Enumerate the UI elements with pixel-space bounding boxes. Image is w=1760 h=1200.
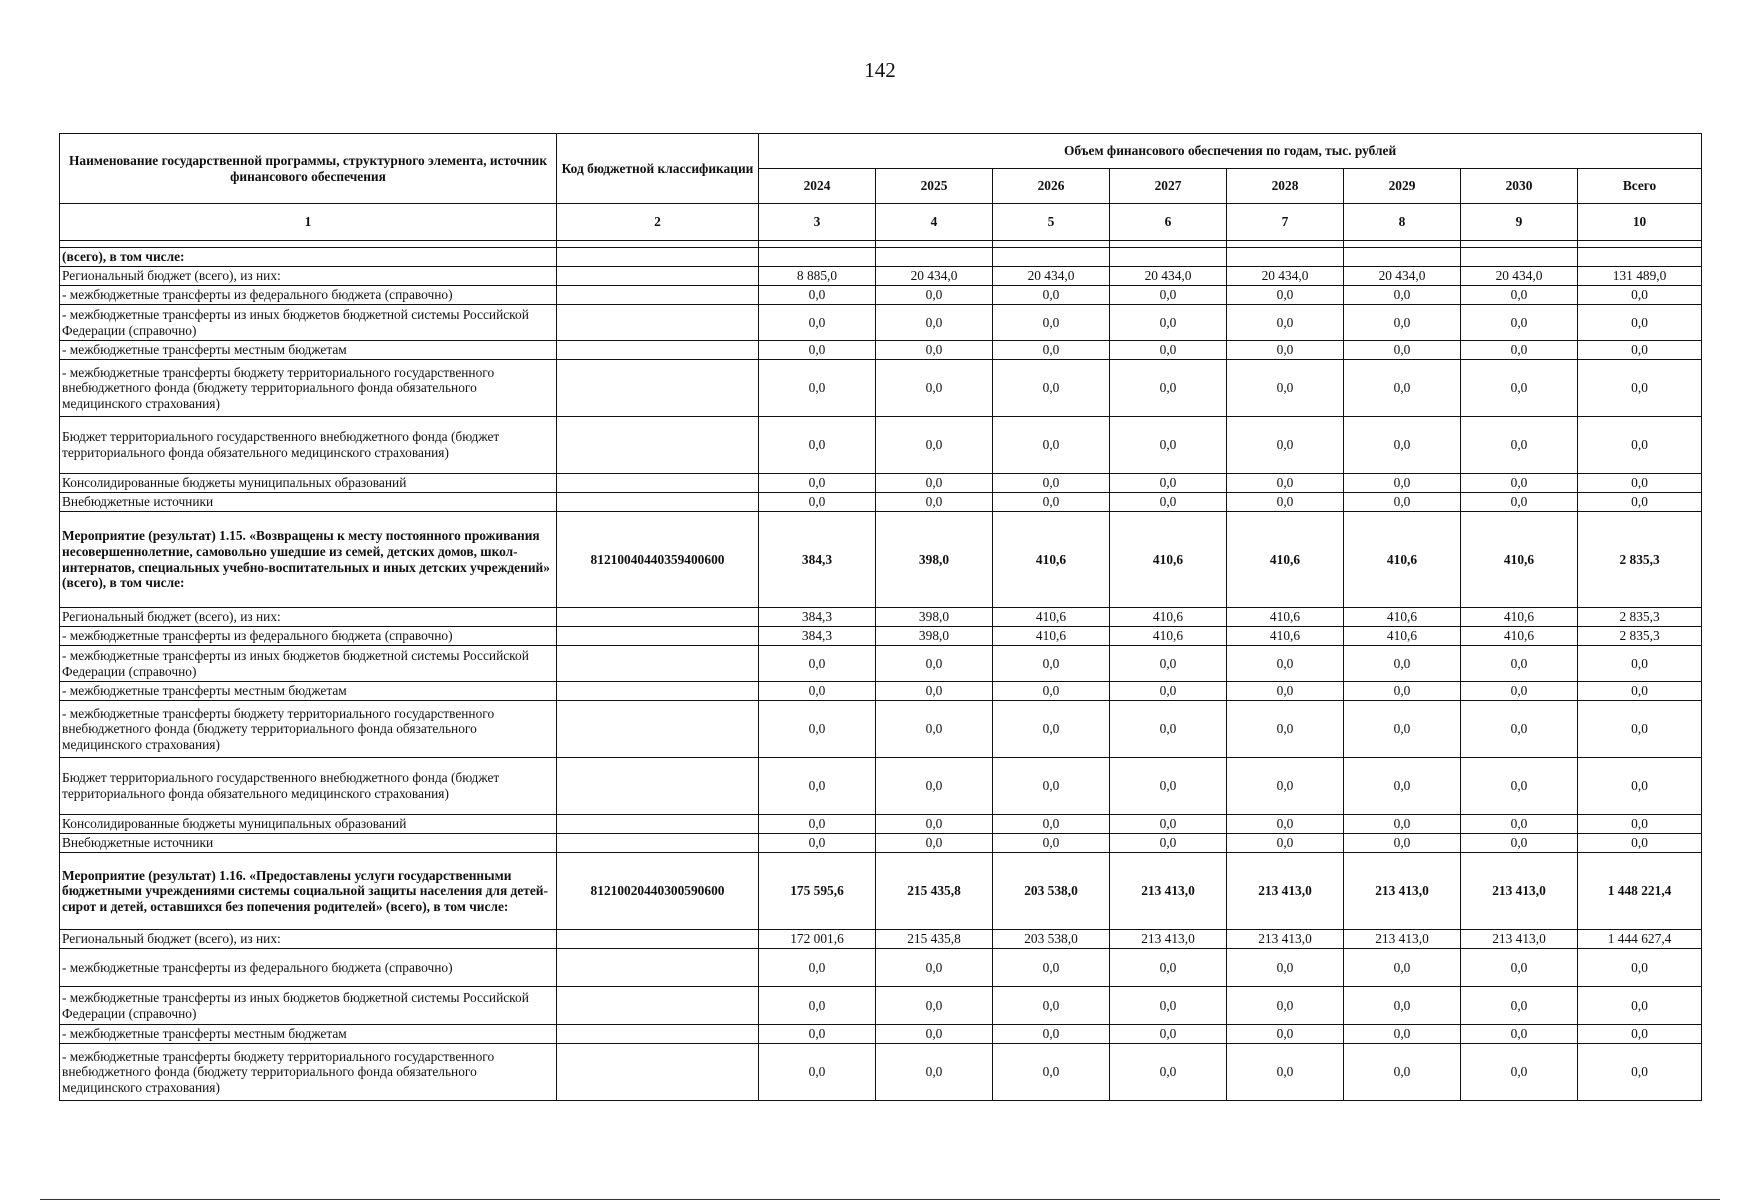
col-number: 8 [1344,204,1461,241]
table-row [60,360,1702,417]
row-value-cell: 0,0 [1227,417,1344,474]
spacer-cell [1227,241,1344,248]
row-name-cell: - межбюджетные трансферты из федерального бюджета (справочно) [60,627,557,646]
header-year: 2024 [759,169,876,204]
row-code-cell: 81210020440300590600 [557,853,759,930]
row-code-cell [557,474,759,493]
row-value-cell: 410,6 [993,627,1110,646]
row-value-cell: 213 413,0 [1344,930,1461,949]
row-value-cell: 0,0 [876,493,993,512]
row-code-cell [557,360,759,417]
table-row [60,853,1702,930]
row-value-cell: 0,0 [1461,474,1578,493]
row-value-cell: 0,0 [1344,417,1461,474]
table-row [60,701,1702,758]
row-total-cell: 0,0 [1578,758,1702,815]
row-value-cell: 0,0 [759,305,876,341]
row-value-cell: 0,0 [1344,305,1461,341]
row-total-cell: 131 489,0 [1578,267,1702,286]
row-value-cell: 0,0 [1227,341,1344,360]
row-value-cell: 410,6 [1344,627,1461,646]
spacer-cell [1344,241,1461,248]
row-name-cell: (всего), в том числе: [60,248,557,267]
row-value-cell: 0,0 [1227,360,1344,417]
row-value-cell: 0,0 [876,701,993,758]
row-code-cell [557,248,759,267]
row-name-cell: - межбюджетные трансферты из иных бюджетов бюджетной системы Российской Федерации (справочно) [60,305,557,341]
row-value-cell: 213 413,0 [1461,930,1578,949]
row-value-cell: 0,0 [1461,758,1578,815]
row-value-cell: 0,0 [876,360,993,417]
row-value-cell: 0,0 [1344,646,1461,682]
header-code: Код бюджетной классификации [557,134,759,204]
col-number: 2 [557,204,759,241]
row-value-cell: 0,0 [1461,701,1578,758]
row-value-cell: 0,0 [1110,1044,1227,1101]
row-total-cell: 1 444 627,4 [1578,930,1702,949]
row-code-cell [557,987,759,1025]
row-code-cell [557,682,759,701]
row-value-cell: 410,6 [1227,512,1344,608]
row-value-cell: 0,0 [1227,305,1344,341]
header-year: 2030 [1461,169,1578,204]
row-value-cell: 0,0 [759,417,876,474]
row-value-cell: 0,0 [993,682,1110,701]
row-value-cell: 20 434,0 [1344,267,1461,286]
row-value-cell: 0,0 [1110,949,1227,987]
row-value-cell: 0,0 [993,834,1110,853]
row-value-cell: 0,0 [1461,1044,1578,1101]
table-row [60,646,1702,682]
row-code-cell [557,1044,759,1101]
row-name-cell: - межбюджетные трансферты бюджету территориального государственного внебюджетного фонда (бюджету территориального фонда обязательного медицинского страхования) [60,1044,557,1101]
row-value-cell [876,248,993,267]
row-value-cell: 0,0 [993,493,1110,512]
row-value-cell: 0,0 [993,1044,1110,1101]
row-value-cell: 0,0 [876,1025,993,1044]
table-body [60,248,1702,1101]
col-number: 6 [1110,204,1227,241]
row-value-cell: 0,0 [1110,682,1227,701]
row-name-cell: Региональный бюджет (всего), из них: [60,930,557,949]
row-total-cell: 0,0 [1578,474,1702,493]
spacer-cell [1461,241,1578,248]
row-value-cell: 0,0 [1461,417,1578,474]
row-value-cell: 0,0 [1227,286,1344,305]
table-row [60,305,1702,341]
table-row [60,248,1702,267]
table-row [60,1044,1702,1101]
row-name-cell: - межбюджетные трансферты из иных бюджетов бюджетной системы Российской Федерации (справочно) [60,987,557,1025]
row-value-cell: 215 435,8 [876,930,993,949]
row-value-cell: 410,6 [993,608,1110,627]
table-row [60,512,1702,608]
budget-table [59,133,1702,1101]
row-total-cell [1578,248,1702,267]
row-code-cell [557,1025,759,1044]
row-value-cell: 0,0 [876,341,993,360]
row-value-cell: 0,0 [876,286,993,305]
row-value-cell: 0,0 [1344,682,1461,701]
table-row [60,758,1702,815]
row-value-cell: 410,6 [1344,608,1461,627]
row-value-cell: 0,0 [1344,834,1461,853]
row-value-cell: 20 434,0 [876,267,993,286]
header-name: Наименование государственной программы, структурного элемента, источник финансового обеспечения [60,134,557,204]
row-value-cell: 0,0 [1344,949,1461,987]
row-value-cell: 0,0 [1227,493,1344,512]
row-value-cell: 20 434,0 [1227,267,1344,286]
row-value-cell: 398,0 [876,512,993,608]
row-value-cell: 0,0 [993,949,1110,987]
row-value-cell: 410,6 [1461,627,1578,646]
row-total-cell: 0,0 [1578,1044,1702,1101]
row-value-cell: 0,0 [1110,987,1227,1025]
row-name-cell: Региональный бюджет (всего), из них: [60,608,557,627]
table-row [60,627,1702,646]
header-year: 2029 [1344,169,1461,204]
row-value-cell: 0,0 [759,682,876,701]
row-total-cell: 0,0 [1578,341,1702,360]
row-value-cell: 0,0 [1227,682,1344,701]
row-value-cell: 0,0 [1344,1044,1461,1101]
row-total-cell: 2 835,3 [1578,627,1702,646]
row-value-cell: 0,0 [1461,1025,1578,1044]
row-value-cell: 213 413,0 [1344,853,1461,930]
row-total-cell: 0,0 [1578,360,1702,417]
row-value-cell: 0,0 [1344,1025,1461,1044]
row-code-cell [557,627,759,646]
row-total-cell: 0,0 [1578,1025,1702,1044]
row-code-cell [557,646,759,682]
row-value-cell [1344,248,1461,267]
row-value-cell: 0,0 [993,474,1110,493]
table-row [60,608,1702,627]
row-name-cell: Консолидированные бюджеты муниципальных образований [60,815,557,834]
row-value-cell: 0,0 [993,815,1110,834]
row-value-cell: 203 538,0 [993,853,1110,930]
row-total-cell: 0,0 [1578,305,1702,341]
row-value-cell: 213 413,0 [1227,930,1344,949]
row-code-cell [557,834,759,853]
header-total: Всего [1578,169,1702,204]
table-row [60,834,1702,853]
row-value-cell: 175 595,6 [759,853,876,930]
row-value-cell: 0,0 [1344,987,1461,1025]
row-value-cell: 0,0 [1227,701,1344,758]
header-year: 2028 [1227,169,1344,204]
row-value-cell: 410,6 [1461,512,1578,608]
table-row [60,930,1702,949]
header-volume: Объем финансового обеспечения по годам, тыс. рублей [759,134,1702,169]
row-value-cell: 0,0 [759,834,876,853]
row-value-cell: 410,6 [1227,627,1344,646]
row-name-cell: Мероприятие (результат) 1.15. «Возвращены к месту постоянного проживания несовершеннолетние, самовольно ушедшие из семей, детских домов, школ-интернатов, специальных учебно-воспитательных и иных детских учреждений» (всего), в том числе: [60,512,557,608]
row-value-cell: 384,3 [759,627,876,646]
row-total-cell: 0,0 [1578,701,1702,758]
row-value-cell: 0,0 [1227,758,1344,815]
row-code-cell [557,949,759,987]
row-value-cell: 0,0 [1227,646,1344,682]
row-total-cell: 0,0 [1578,286,1702,305]
spacer-cell [1578,241,1702,248]
table-row [60,474,1702,493]
row-name-cell: Бюджет территориального государственного внебюджетного фонда (бюджет территориального фонда обязательного медицинского страхования) [60,758,557,815]
row-value-cell [1461,248,1578,267]
row-value-cell: 8 885,0 [759,267,876,286]
header-year: 2027 [1110,169,1227,204]
row-value-cell: 0,0 [759,949,876,987]
row-total-cell: 0,0 [1578,815,1702,834]
row-value-cell: 0,0 [759,646,876,682]
table-row [60,1025,1702,1044]
row-value-cell: 0,0 [993,305,1110,341]
spacer-cell [1110,241,1227,248]
row-value-cell: 410,6 [1461,608,1578,627]
row-name-cell: Внебюджетные источники [60,834,557,853]
row-value-cell: 0,0 [1110,341,1227,360]
row-value-cell: 0,0 [1461,305,1578,341]
header-year: 2026 [993,169,1110,204]
row-value-cell: 0,0 [1344,815,1461,834]
row-value-cell: 0,0 [1227,1044,1344,1101]
row-value-cell: 0,0 [993,701,1110,758]
table-row [60,286,1702,305]
row-value-cell: 0,0 [1461,987,1578,1025]
row-value-cell: 0,0 [1227,987,1344,1025]
row-value-cell: 0,0 [1344,493,1461,512]
row-value-cell: 0,0 [993,987,1110,1025]
row-value-cell: 398,0 [876,608,993,627]
col-number: 10 [1578,204,1702,241]
row-code-cell [557,267,759,286]
row-value-cell: 0,0 [1110,815,1227,834]
row-value-cell: 0,0 [1344,701,1461,758]
row-value-cell: 0,0 [1344,286,1461,305]
row-name-cell: - межбюджетные трансферты местным бюджетам [60,1025,557,1044]
row-value-cell: 410,6 [993,512,1110,608]
row-value-cell: 0,0 [1110,360,1227,417]
row-value-cell: 0,0 [876,758,993,815]
row-value-cell: 0,0 [876,815,993,834]
row-value-cell: 203 538,0 [993,930,1110,949]
row-total-cell: 0,0 [1578,417,1702,474]
row-value-cell: 0,0 [1461,834,1578,853]
row-value-cell: 20 434,0 [1110,267,1227,286]
row-value-cell [1227,248,1344,267]
table-row [60,267,1702,286]
row-value-cell: 0,0 [759,493,876,512]
row-value-cell: 0,0 [876,417,993,474]
row-value-cell: 0,0 [1461,360,1578,417]
col-number: 4 [876,204,993,241]
row-name-cell: - межбюджетные трансферты местным бюджетам [60,341,557,360]
row-value-cell: 0,0 [1461,493,1578,512]
row-value-cell: 0,0 [993,360,1110,417]
row-value-cell: 410,6 [1110,608,1227,627]
table-row [60,341,1702,360]
row-code-cell [557,341,759,360]
row-value-cell: 0,0 [993,417,1110,474]
row-value-cell: 0,0 [1461,682,1578,701]
row-total-cell: 1 448 221,4 [1578,853,1702,930]
row-value-cell: 0,0 [1110,1025,1227,1044]
row-value-cell: 215 435,8 [876,853,993,930]
row-name-cell: - межбюджетные трансферты из иных бюджетов бюджетной системы Российской Федерации (справочно) [60,646,557,682]
table-row [60,493,1702,512]
row-value-cell: 0,0 [876,474,993,493]
row-value-cell: 0,0 [759,286,876,305]
row-value-cell: 0,0 [1110,834,1227,853]
row-value-cell: 0,0 [993,1025,1110,1044]
row-name-cell: - межбюджетные трансферты из федерального бюджета (справочно) [60,949,557,987]
row-code-cell [557,305,759,341]
row-value-cell: 398,0 [876,627,993,646]
table-row [60,682,1702,701]
row-name-cell: Региональный бюджет (всего), из них: [60,267,557,286]
row-value-cell: 0,0 [876,646,993,682]
row-value-cell: 0,0 [1461,341,1578,360]
spacer-cell [60,241,557,248]
row-value-cell: 0,0 [1344,474,1461,493]
row-value-cell: 0,0 [1461,286,1578,305]
row-value-cell: 0,0 [759,360,876,417]
row-value-cell: 0,0 [759,815,876,834]
col-number: 1 [60,204,557,241]
row-total-cell: 2 835,3 [1578,608,1702,627]
row-value-cell: 410,6 [1110,512,1227,608]
row-value-cell: 0,0 [1110,417,1227,474]
row-value-cell: 410,6 [1110,627,1227,646]
row-value-cell: 0,0 [993,286,1110,305]
row-code-cell [557,930,759,949]
row-code-cell [557,608,759,627]
row-value-cell: 213 413,0 [1461,853,1578,930]
row-name-cell: Мероприятие (результат) 1.16. «Предоставлены услуги государственными бюджетными учреждениями системы социальной защиты населения для детей-сирот и детей, оставшихся без попечения родителей» (всего), в том числе: [60,853,557,930]
row-value-cell: 0,0 [876,949,993,987]
row-value-cell: 0,0 [993,646,1110,682]
row-total-cell: 0,0 [1578,987,1702,1025]
row-code-cell [557,758,759,815]
table-row [60,417,1702,474]
row-value-cell: 0,0 [1110,474,1227,493]
row-value-cell [993,248,1110,267]
row-value-cell: 0,0 [759,987,876,1025]
row-value-cell: 0,0 [1227,815,1344,834]
row-value-cell: 0,0 [1110,758,1227,815]
row-value-cell: 0,0 [1227,1025,1344,1044]
row-value-cell: 0,0 [1110,646,1227,682]
row-value-cell: 410,6 [1227,608,1344,627]
col-number: 9 [1461,204,1578,241]
col-number: 3 [759,204,876,241]
row-total-cell: 0,0 [1578,834,1702,853]
row-value-cell: 0,0 [759,341,876,360]
row-name-cell: Консолидированные бюджеты муниципальных образований [60,474,557,493]
row-value-cell: 0,0 [876,682,993,701]
row-code-cell [557,701,759,758]
row-code-cell [557,417,759,474]
row-total-cell: 0,0 [1578,682,1702,701]
table-row [60,987,1702,1025]
row-value-cell: 384,3 [759,608,876,627]
row-value-cell: 410,6 [1344,512,1461,608]
row-value-cell: 0,0 [759,474,876,493]
row-value-cell: 0,0 [1344,341,1461,360]
row-value-cell: 0,0 [876,834,993,853]
row-value-cell: 0,0 [759,701,876,758]
row-name-cell: Внебюджетные источники [60,493,557,512]
row-name-cell: - межбюджетные трансферты бюджету территориального государственного внебюджетного фонда (бюджету территориального фонда обязательного медицинского страхования) [60,360,557,417]
row-value-cell [759,248,876,267]
header-year: 2025 [876,169,993,204]
row-value-cell: 0,0 [1110,701,1227,758]
row-value-cell: 213 413,0 [1110,853,1227,930]
row-value-cell: 0,0 [1227,834,1344,853]
row-total-cell: 2 835,3 [1578,512,1702,608]
spacer-cell [876,241,993,248]
row-value-cell: 0,0 [876,987,993,1025]
row-name-cell: - межбюджетные трансферты из федерального бюджета (справочно) [60,286,557,305]
spacer-cell [557,241,759,248]
row-code-cell [557,493,759,512]
row-value-cell: 0,0 [759,758,876,815]
row-value-cell: 0,0 [876,305,993,341]
row-value-cell: 0,0 [1344,360,1461,417]
row-value-cell: 0,0 [876,1044,993,1101]
table-row [60,949,1702,987]
row-value-cell: 0,0 [1227,474,1344,493]
row-total-cell: 0,0 [1578,646,1702,682]
row-value-cell: 20 434,0 [1461,267,1578,286]
row-value-cell: 0,0 [1344,758,1461,815]
table-row [60,815,1702,834]
row-total-cell: 0,0 [1578,949,1702,987]
row-code-cell [557,286,759,305]
row-value-cell: 0,0 [1227,949,1344,987]
row-code-cell: 81210040440359400600 [557,512,759,608]
page-number: 142 [864,58,896,82]
row-value-cell: 0,0 [759,1025,876,1044]
row-value-cell: 0,0 [993,758,1110,815]
row-total-cell: 0,0 [1578,493,1702,512]
col-number: 7 [1227,204,1344,241]
row-value-cell: 0,0 [759,1044,876,1101]
row-value-cell: 0,0 [1461,646,1578,682]
row-name-cell: Бюджет территориального государственного внебюджетного фонда (бюджет территориального фонда обязательного медицинского страхования) [60,417,557,474]
row-name-cell: - межбюджетные трансферты местным бюджетам [60,682,557,701]
row-value-cell: 0,0 [1461,949,1578,987]
row-name-cell: - межбюджетные трансферты бюджету территориального государственного внебюджетного фонда (бюджету территориального фонда обязательного медицинского страхования) [60,701,557,758]
spacer-cell [759,241,876,248]
row-code-cell [557,815,759,834]
row-value-cell: 0,0 [1461,815,1578,834]
row-value-cell: 384,3 [759,512,876,608]
row-value-cell: 0,0 [1110,286,1227,305]
row-value-cell: 0,0 [993,341,1110,360]
col-number: 5 [993,204,1110,241]
row-value-cell: 0,0 [1110,305,1227,341]
row-value-cell [1110,248,1227,267]
row-value-cell: 172 001,6 [759,930,876,949]
row-value-cell: 213 413,0 [1110,930,1227,949]
row-value-cell: 213 413,0 [1227,853,1344,930]
row-value-cell: 0,0 [1110,493,1227,512]
row-value-cell: 20 434,0 [993,267,1110,286]
spacer-cell [993,241,1110,248]
